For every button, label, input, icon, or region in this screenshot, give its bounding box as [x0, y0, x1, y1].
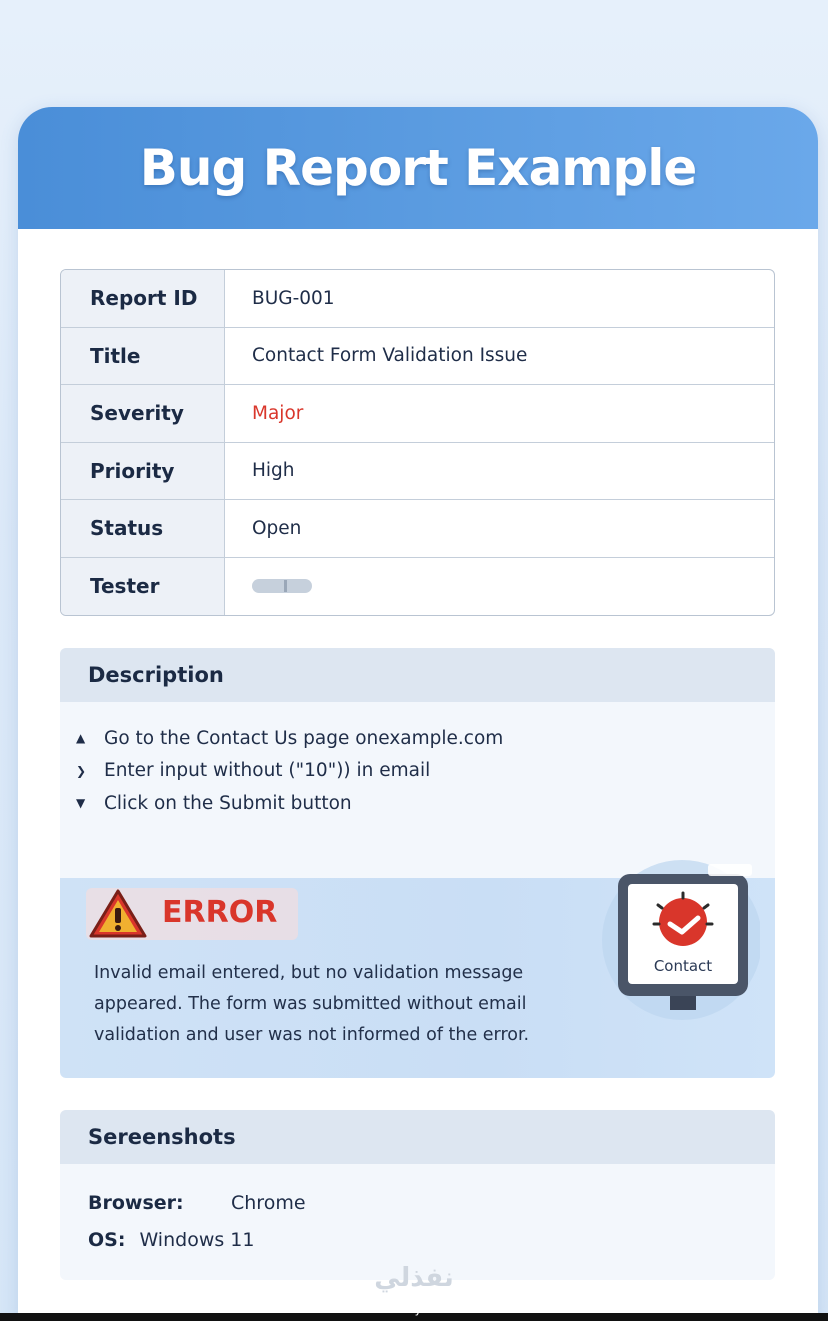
- chevron-right-icon: ❯: [76, 763, 87, 778]
- triangle-up-icon: ▲: [76, 731, 86, 746]
- steps-list: [60, 702, 775, 820]
- priority-label: Priority: [61, 443, 225, 500]
- report-info-table: [60, 269, 775, 616]
- title-row: [61, 328, 774, 386]
- os-label: OS:: [88, 1228, 126, 1251]
- title-value: Contact Form Validation Issue: [252, 345, 528, 367]
- report-id-value: BUG-001: [252, 287, 335, 309]
- monitor-contact-label: Contact: [653, 957, 713, 975]
- status-row: [61, 500, 774, 558]
- step-text: Click on the Submit button: [104, 792, 352, 814]
- triangle-down-icon: ▼: [76, 796, 86, 811]
- description-heading: Description: [60, 648, 775, 702]
- severity-value: Major: [252, 402, 304, 424]
- redacted-name: [252, 579, 312, 593]
- tester-value: [225, 558, 774, 616]
- list-item: [76, 755, 775, 788]
- contact-monitor-illustration: [590, 860, 760, 1025]
- error-message: Invalid email entered, but no validation message appeared. The form was submitted without email validation and user was not informed of the error.: [94, 963, 530, 1045]
- report-id-label: Report ID: [61, 270, 225, 327]
- os-line: [88, 1221, 775, 1258]
- screenshots-heading: Sereenshots: [60, 1110, 775, 1164]
- title-label: Title: [61, 328, 225, 385]
- browser-label: Browser:: [88, 1191, 184, 1214]
- bug-report-card: [18, 107, 818, 1321]
- screenshots-section: [60, 1110, 775, 1280]
- list-item: [76, 722, 775, 755]
- environment-info: [60, 1164, 775, 1258]
- os-value: Windows 11: [139, 1228, 255, 1251]
- severity-row: [61, 385, 774, 443]
- status-value: Open: [252, 517, 302, 539]
- priority-row: [61, 443, 774, 501]
- error-box: [60, 878, 775, 1078]
- browser-line: [88, 1184, 775, 1221]
- description-section: [60, 648, 775, 1078]
- severity-label: Severity: [61, 385, 225, 442]
- browser-value: Chrome: [231, 1191, 306, 1214]
- warning-icon: [88, 888, 148, 940]
- report-id-row: [61, 270, 774, 328]
- watermark-logo: نفذلي: [374, 1263, 454, 1293]
- error-label: ERROR: [162, 895, 278, 930]
- status-label: Status: [61, 500, 225, 557]
- watermark-url: nafezly.com: [378, 1302, 450, 1316]
- page-title: Bug Report Example: [139, 139, 697, 197]
- list-item: [76, 787, 775, 820]
- tester-label: Tester: [61, 558, 225, 616]
- step-text: Go to the Contact Us page onexample.com: [104, 727, 504, 749]
- priority-value: High: [252, 460, 295, 482]
- tester-row: [61, 558, 774, 616]
- card-header: [18, 107, 818, 229]
- step-text: Enter input without ("10")) in email: [104, 760, 431, 782]
- error-badge: [86, 888, 298, 940]
